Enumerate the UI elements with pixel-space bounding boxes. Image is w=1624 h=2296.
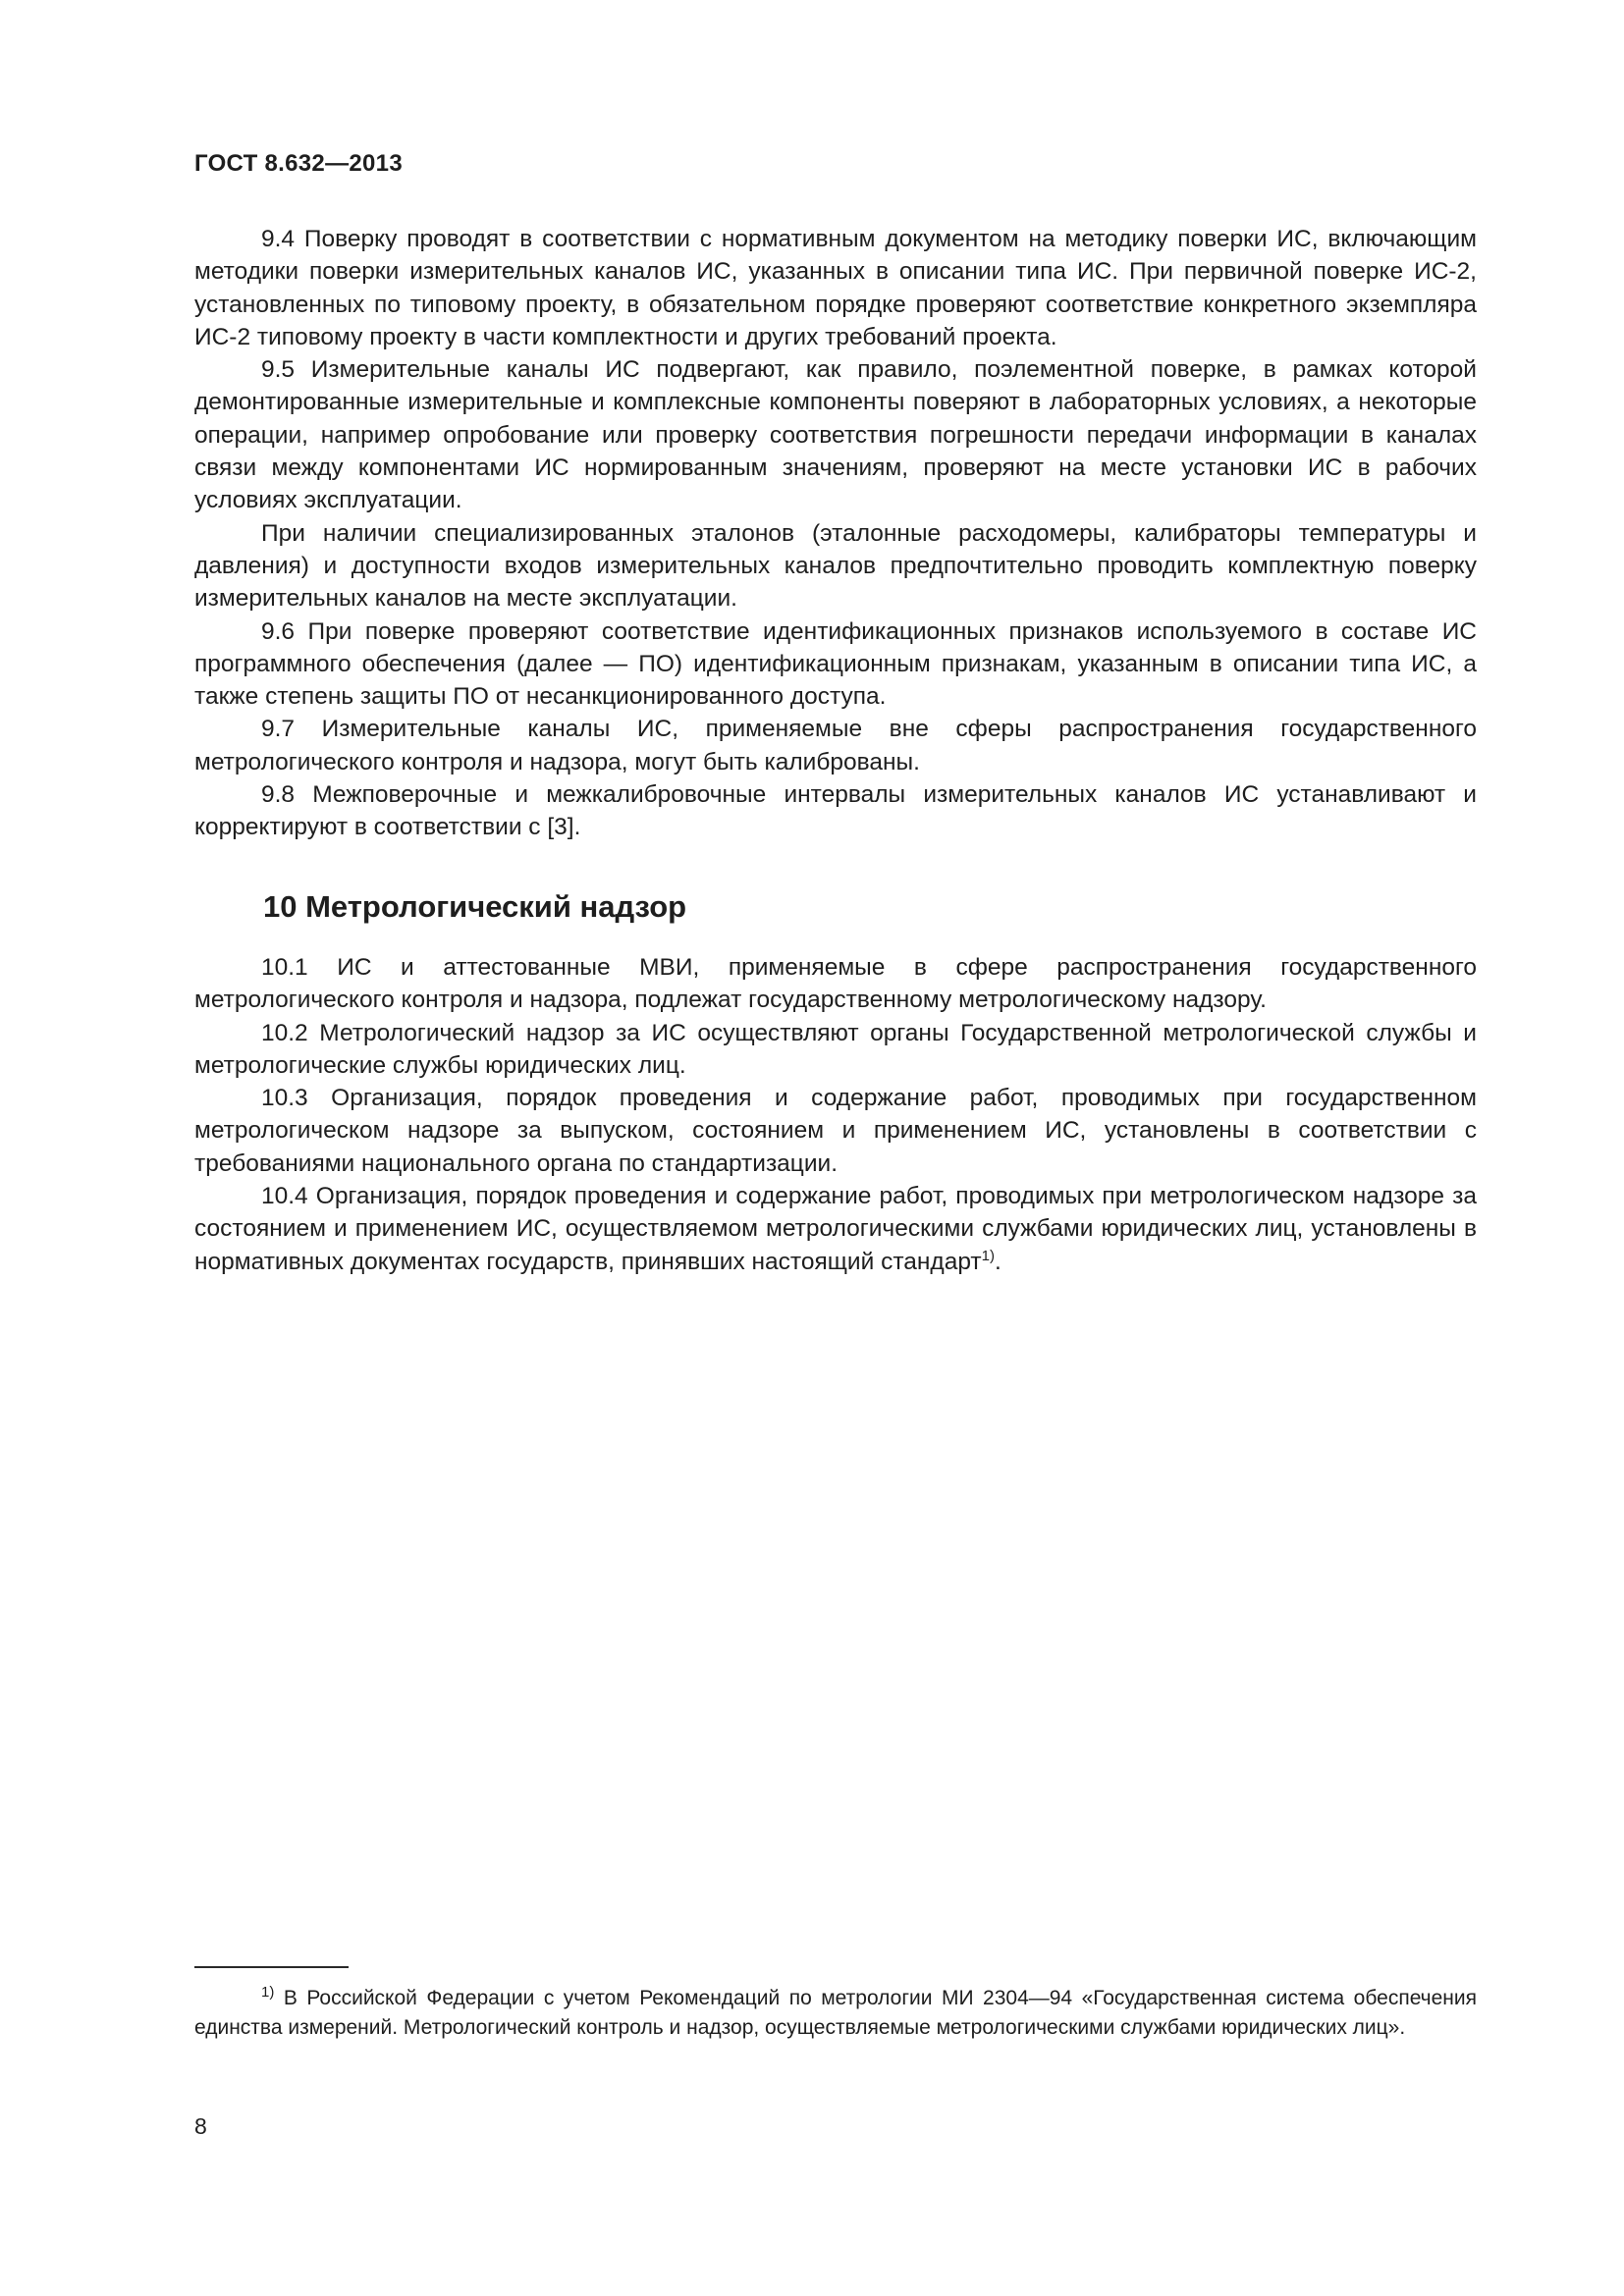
document-header: ГОСТ 8.632—2013 — [194, 150, 403, 177]
paragraph-10-4 — [194, 1180, 1477, 1278]
paragraph-10-4-text: 10.4 Организация, порядок проведения и содержание работ, проводимых при метрологическом надзоре за состоянием и применением ИС, осуществляемом метрологическими службами юридических лиц, установлены в нормативных документах государств, принявших настоящий стандарт — [194, 1183, 1477, 1275]
paragraph-10-1: 10.1 ИС и аттестованные МВИ, применяемые в сфере распространения государственного метрологического контроля и надзора, подлежат государственному метрологическому надзору. — [194, 954, 1477, 1014]
page-number: 8 — [194, 2113, 207, 2139]
paragraph-9-8: 9.8 Межповерочные и межкалибровочные интервалы измерительных каналов ИС устанавливают и корректируют в соответствии с [3]. — [194, 781, 1477, 841]
footnote-reference[interactable]: 1) — [981, 1247, 996, 1264]
footnote-divider — [194, 1966, 349, 1968]
paragraph-9-5-continued: При наличии специализированных эталонов (эталонные расходомеры, калибраторы температуры и давления) и доступности входов измерительных каналов предпочтительно проводить комплектную поверку измерительных каналов на месте эксплуатации. — [194, 519, 1477, 613]
paragraph-10-3: 10.3 Организация, порядок проведения и содержание работ, проводимых при государственном метрологическом надзоре за выпуском, состоянием и применением ИС, установлены в соответствии с требованиями национального органа по стандартизации. — [194, 1085, 1477, 1177]
footnote-mark: 1) — [261, 1984, 275, 2001]
section-10-body — [194, 951, 1477, 1278]
paragraph-10-2: 10.2 Метрологический надзор за ИС осуществляют органы Государственной метрологической службы и метрологические службы юридических лиц. — [194, 1019, 1477, 1079]
paragraph-9-7: 9.7 Измерительные каналы ИС, применяемые вне сферы распространения государственного метрологического контроля и надзора, могут быть калиброваны. — [194, 716, 1477, 775]
paragraph-9-6: 9.6 При поверке проверяют соответствие идентификационных признаков используемого в составе ИС программного обеспечения (далее — ПО) идентификационным признакам, указанным в описании типа ИС, а также степень защиты ПО от несанкционированного доступа. — [194, 617, 1477, 711]
paragraph-9-5: 9.5 Измерительные каналы ИС подвергают, как правило, поэлементной поверке, в рамках которой демонтированные измерительные и комплексные компоненты поверяют в лабораторных условиях, а некоторые операции, например опробование или проверку соответствия погрешности передачи информации в каналах связи между компонентами ИС нормированным значениям, проверяют на месте установки ИС в рабочих условиях эксплуатации. — [194, 356, 1477, 514]
paragraph-9-4: 9.4 Поверку проводят в соответствии с нормативным документом на методику поверки ИС, включающим методики поверки измерительных каналов ИС, указанных в описании типа ИС. При первичной поверке ИС-2, установленных по типовому проекту, в обязательном порядке проверяют соответствие конкретного экземпляра ИС-2 типовому проекту в части комплектности и других требований проекта. — [194, 226, 1477, 350]
footnote — [194, 1984, 1477, 2042]
footnote-text: В Российской Федерации с учетом Рекомендаций по метрологии МИ 2304—94 «Государственная система обеспечения единства измерений. Метрологический контроль и надзор, осуществляемые метрологическими службами юридических лиц». — [194, 1987, 1477, 2039]
paragraph-10-4-end: . — [995, 1248, 1001, 1275]
section-9-body — [194, 223, 1477, 844]
section-10-heading: 10 Метрологический надзор — [263, 889, 687, 924]
